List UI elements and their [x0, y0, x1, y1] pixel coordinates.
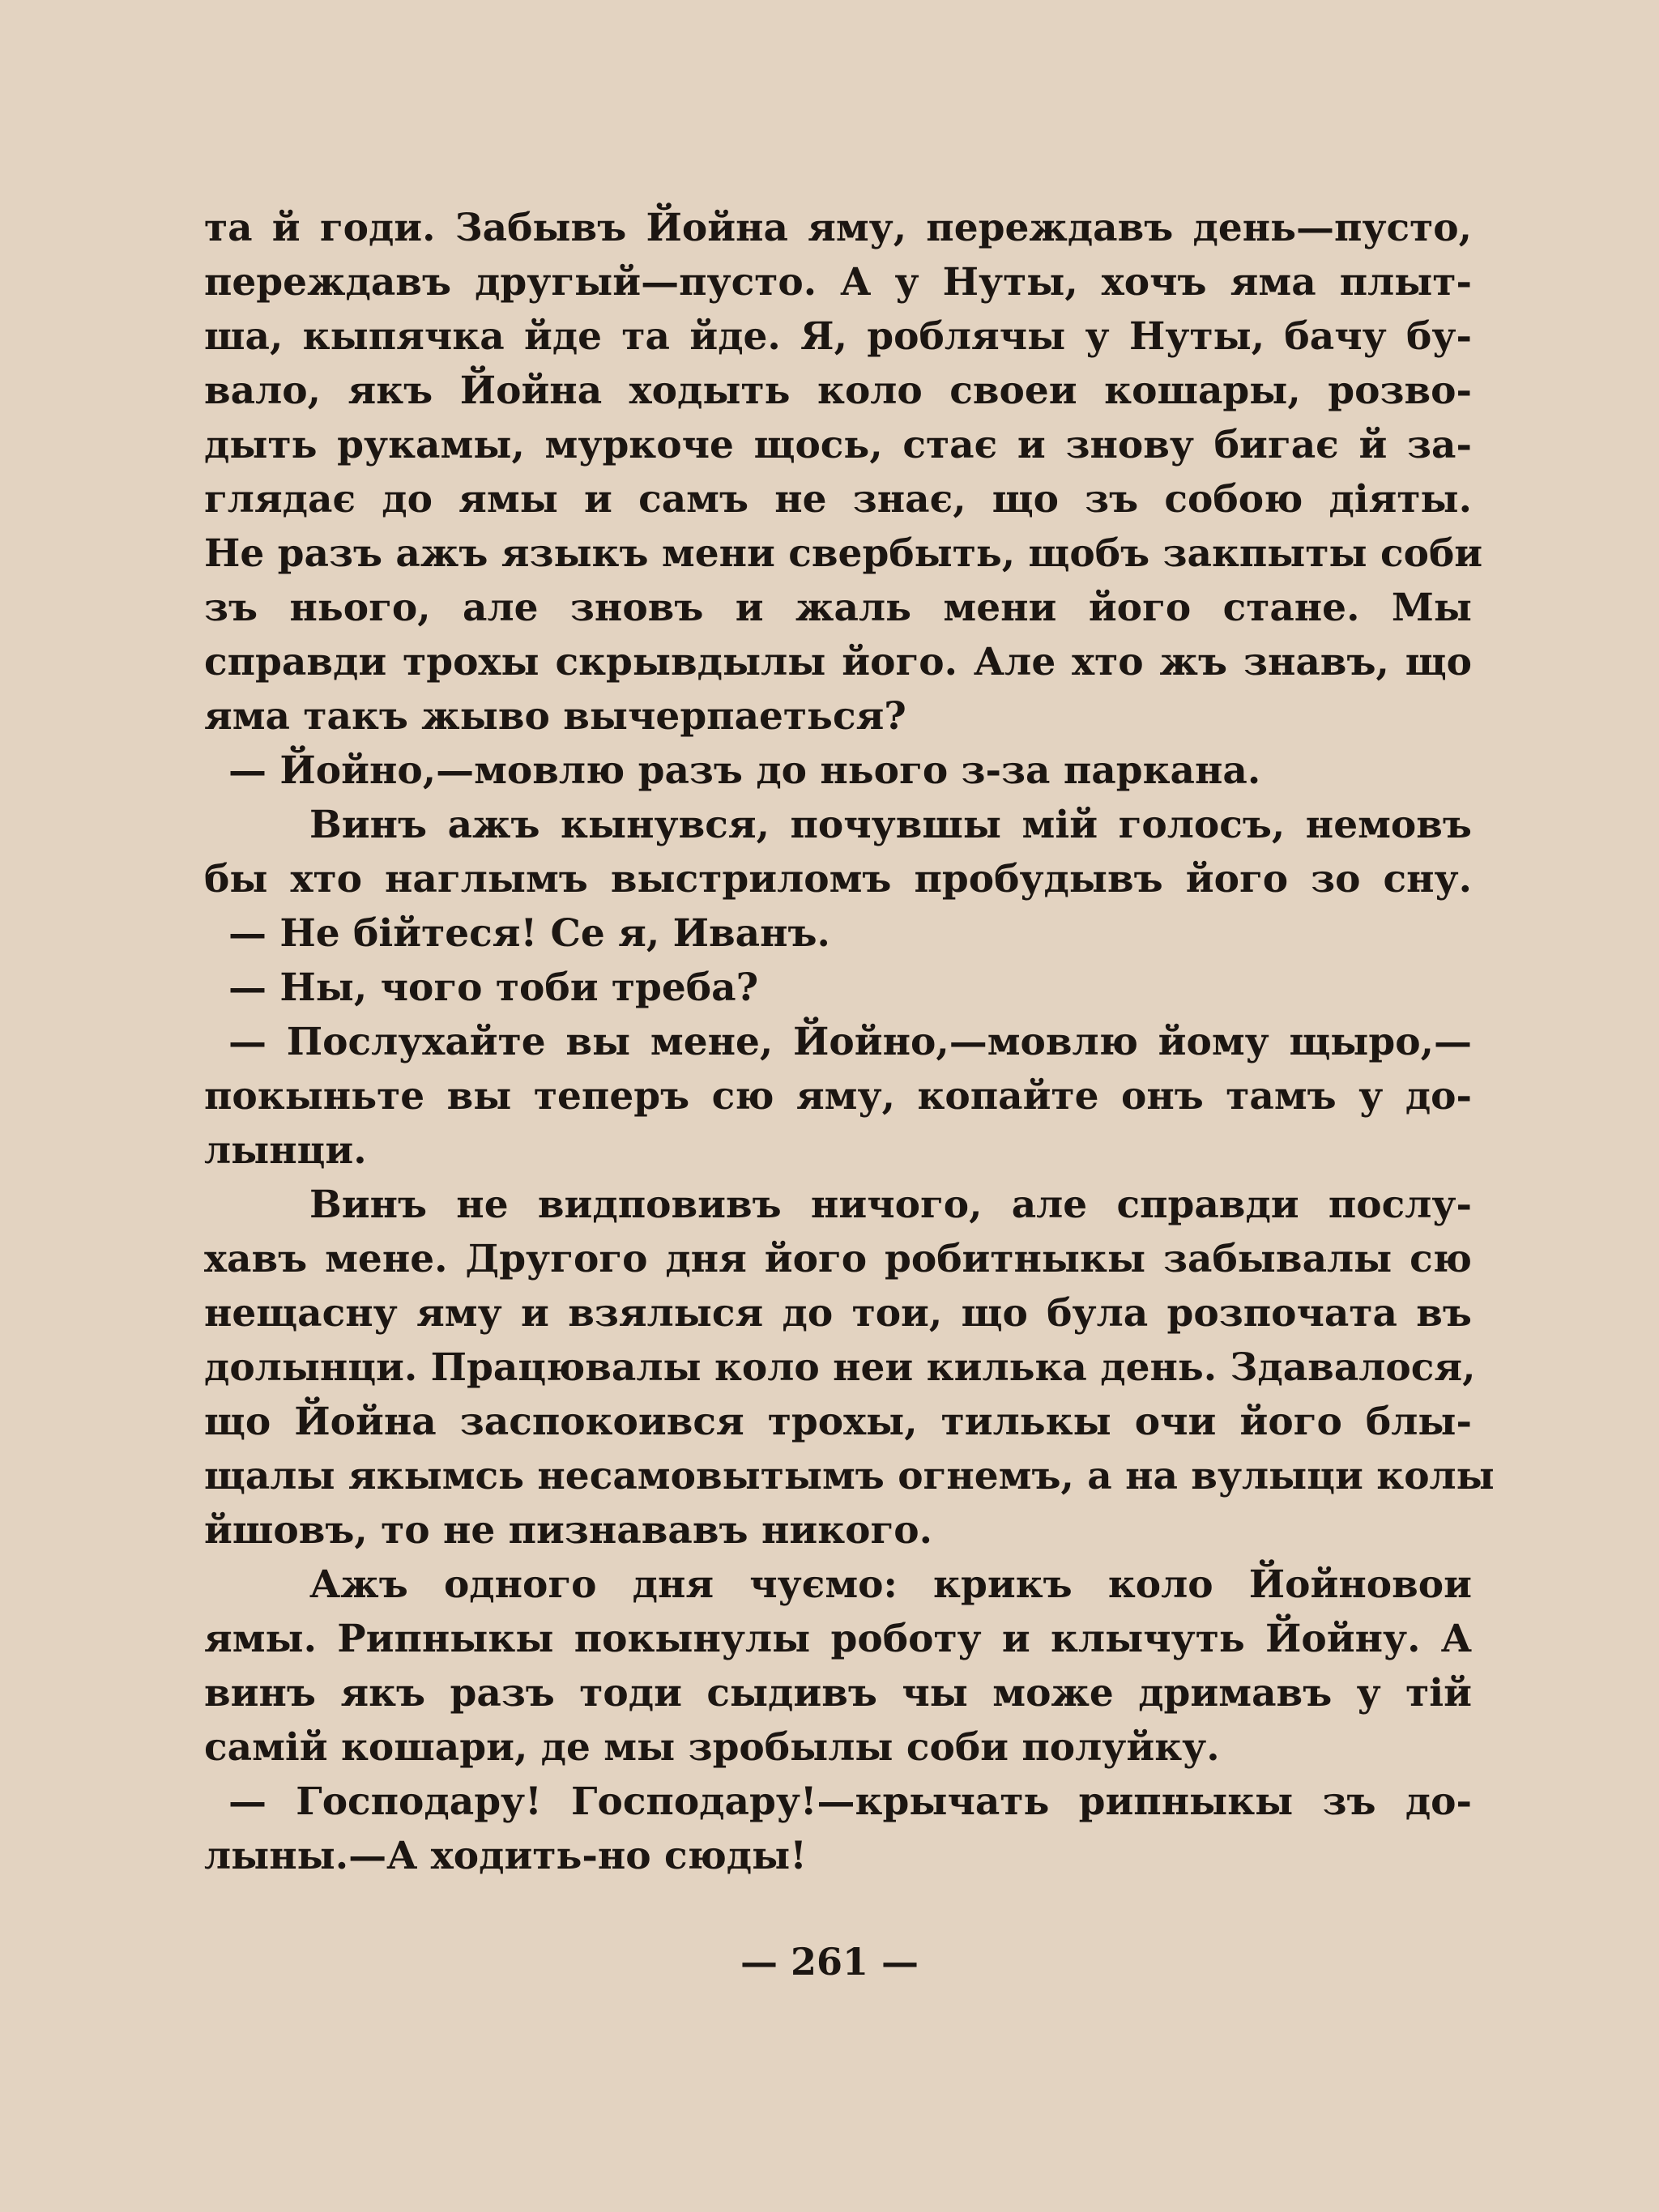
text-line: — Послухайте вы мене, Йойно,—мовлю йому щыро,— — [228, 1020, 1472, 1064]
text-line: лыны.—А ходить-но сюды! — [204, 1834, 807, 1878]
text-line: Не разъ ажъ языкъ мени свербыть, щобъ закпыты соби — [204, 531, 1483, 576]
text-line: вало, якъ Йойна ходыть коло своеи кошары, розво- — [204, 369, 1472, 413]
text-line: бы хто наглымъ выстриломъ пробудывъ його зо сну. — [204, 857, 1472, 901]
text-line: Винъ не видповивъ ничого, але справди послу- — [309, 1183, 1472, 1227]
text-line: — Йойно,—мовлю разъ до нього з-за паркана. — [228, 748, 1261, 793]
text-line: — Ны, чого тоби треба? — [228, 965, 759, 1010]
text-line: нещасну яму и взялыся до тои, що була розпочата въ — [204, 1291, 1472, 1336]
text-line: щалы якымсь несамовытымъ огнемъ, а на вулыци колы — [204, 1454, 1495, 1498]
text-line: Ажъ одного дня чуємо: крикъ коло Йойновои — [309, 1562, 1472, 1607]
text-line: справди трохы скрывдылы його. Але хто жъ знавъ, що — [204, 640, 1472, 684]
text-line: та й годи. Забывъ Йойна яму, переждавъ день—пусто, — [204, 206, 1472, 250]
text-line: йшовъ, то не пизнававъ никого. — [204, 1508, 933, 1553]
text-line: Винъ ажъ кынувся, почувшы мій голосъ, немовъ — [309, 803, 1472, 847]
page-body-text — [204, 201, 1495, 1883]
text-line: зъ нього, але зновъ и жаль мени його стане. Мы — [204, 586, 1472, 630]
text-line: — Господару! Господару!—крычать рипныкы зъ до- — [228, 1779, 1472, 1824]
text-line: винъ якъ разъ тоди сыдивъ чы може дримавъ у тій — [204, 1671, 1472, 1715]
text-line: дыть рукамы, муркоче щось, стає и знову бигає й за- — [204, 423, 1472, 467]
text-line: покыньте вы теперъ сю яму, копайте онъ тамъ у до- — [204, 1074, 1472, 1119]
text-line: — Не бійтеся! Се я, Иванъ. — [228, 911, 830, 956]
text-line: хавъ мене. Другого дня його робитныкы забывалы сю — [204, 1237, 1472, 1281]
text-line: що Йойна заспокоився трохы, тилькы очи його блы- — [204, 1400, 1472, 1444]
text-line: ша, кыпячка йде та йде. Я, роблячы у Нуты, бачу бу- — [204, 314, 1472, 359]
text-line: лынци. — [204, 1128, 367, 1173]
text-line: яма такъ жыво вычерпаеться? — [204, 694, 906, 739]
text-line: глядає до ямы и самъ не знає, що зъ собою діяты. — [204, 477, 1472, 522]
page-number: — 261 — — [740, 1940, 919, 1984]
text-line: ямы. Рипныкы покынулы роботу и клычуть Йойну. А — [204, 1617, 1472, 1661]
text-line: долынци. Працювалы коло неи килька день. Здавалося, — [204, 1345, 1476, 1390]
text-line: переждавъ другый—пусто. А у Нуты, хочъ яма плыт- — [204, 260, 1472, 305]
text-line: самій кошари, де мы зробылы соби полуйку. — [204, 1725, 1220, 1770]
